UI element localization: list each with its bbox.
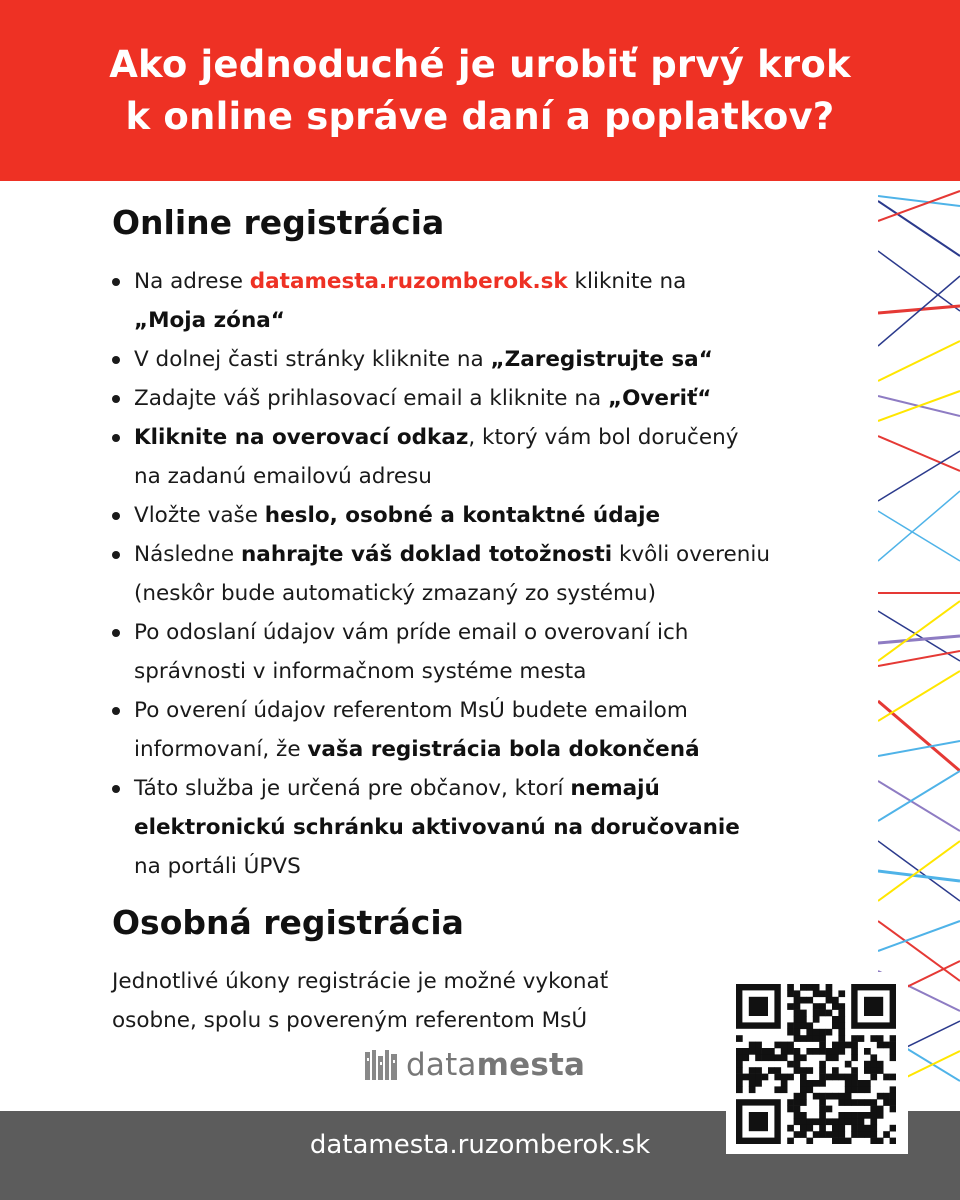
list-item: Zadajte váš prihlasovací email a kliknite na „Overiť“ xyxy=(112,379,862,418)
headline-line-1: Ako jednoduché je urobiť prvý krok xyxy=(109,42,851,86)
list-item: Táto služba je určená pre občanov, ktorí nemajú elektronickú schránku aktivovanú na doručovanie na portáli ÚPVS xyxy=(112,769,862,886)
personal-registration-text: Jednotlivé úkony registrácie je možné vykonať osobne, spolu s povereným referentom MsÚ xyxy=(112,969,609,1033)
title-banner xyxy=(0,0,960,181)
qr-code-icon xyxy=(736,984,896,1144)
online-registration-heading: Online registrácia xyxy=(112,203,445,242)
list-item: Vložte vaše heslo, osobné a kontaktné údaje xyxy=(112,496,862,535)
list-item: Na adrese datamesta.ruzomberok.sk kliknite na „Moja zóna“ xyxy=(112,262,862,340)
logo-wordmark: datamesta xyxy=(406,1047,586,1083)
qr-code[interactable] xyxy=(726,972,908,1154)
personal-registration-heading: Osobná registrácia xyxy=(112,903,464,942)
footer-website-link[interactable]: datamesta.ruzomberok.sk xyxy=(309,1130,651,1160)
main-content xyxy=(112,198,862,1040)
list-item: Po overení údajov referentom MsÚ budete emailom informovaní, že vaša registrácia bola dokončená xyxy=(112,691,862,769)
datamesta-logo-icon xyxy=(364,1048,398,1082)
datamesta-logo xyxy=(364,1047,585,1083)
list-item: V dolnej časti stránky kliknite na „Zaregistrujte sa“ xyxy=(112,340,862,379)
website-link[interactable]: datamesta.ruzomberok.sk xyxy=(249,269,568,294)
list-item: Následne nahrajte váš doklad totožnosti kvôli overeniu (neskôr bude automatický zmazaný zo systému) xyxy=(112,535,862,613)
list-item: Kliknite na overovací odkaz, ktorý vám bol doručený na zadanú emailovú adresu xyxy=(112,418,862,496)
list-item: Po odoslaní údajov vám príde email o overovaní ich správnosti v informačnom systéme mesta xyxy=(112,613,862,691)
online-steps-list xyxy=(112,262,862,886)
headline-line-2: k online správe daní a poplatkov? xyxy=(125,94,835,138)
